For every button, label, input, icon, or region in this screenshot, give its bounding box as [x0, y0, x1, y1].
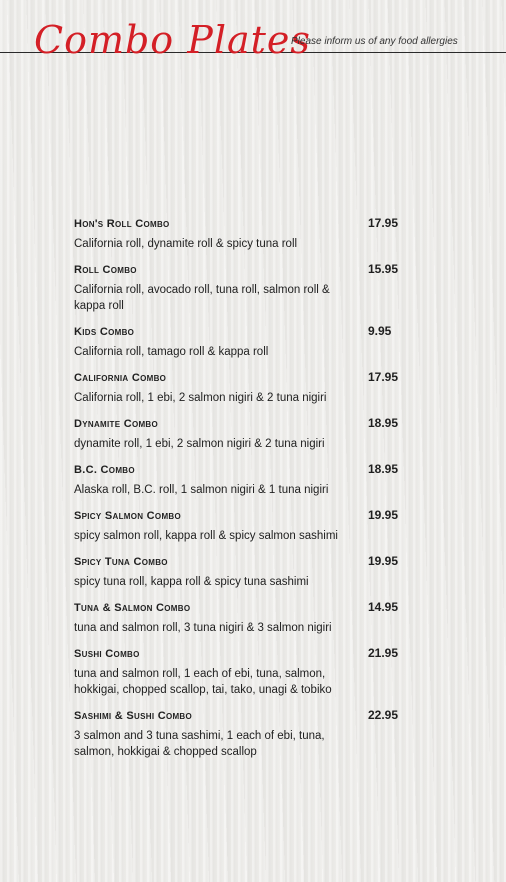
- item-price: 19.95: [368, 554, 399, 568]
- menu-item: [74, 600, 404, 636]
- item-name: Spicy Tuna Combo: [74, 556, 168, 568]
- combo-menu-list: [74, 216, 404, 770]
- item-name: B.C. Combo: [74, 464, 135, 476]
- menu-item: [74, 216, 404, 252]
- menu-item: [74, 554, 404, 590]
- item-price: 21.95: [368, 646, 399, 660]
- item-description: Alaska roll, B.C. roll, 1 salmon nigiri & 1 tuna nigiri: [74, 484, 329, 496]
- item-description: tuna and salmon roll, 3 tuna nigiri & 3 salmon nigiri: [74, 622, 332, 634]
- item-name: Roll Combo: [74, 264, 137, 276]
- item-name: California Combo: [74, 372, 167, 384]
- item-description: California roll, avocado roll, tuna roll, salmon roll & kappa roll: [74, 284, 330, 312]
- item-description: tuna and salmon roll, 1 each of ebi, tuna, salmon, hokkigai, chopped scallop, tai, tako, unagi & tobiko: [74, 668, 332, 696]
- item-name: Hon's Roll Combo: [74, 218, 170, 230]
- item-price: 17.95: [368, 216, 399, 230]
- item-price: 9.95: [368, 324, 392, 338]
- item-description: California roll, 1 ebi, 2 salmon nigiri & 2 tuna nigiri: [74, 392, 327, 404]
- item-description: spicy tuna roll, kappa roll & spicy tuna sashimi: [74, 576, 309, 588]
- menu-item: [74, 324, 404, 360]
- item-name: Dynamite Combo: [74, 418, 159, 430]
- item-description: dynamite roll, 1 ebi, 2 salmon nigiri & 2 tuna nigiri: [74, 438, 325, 450]
- item-price: 14.95: [368, 600, 399, 614]
- item-price: 22.95: [368, 708, 399, 722]
- menu-item: [74, 708, 404, 760]
- menu-item: [74, 262, 404, 314]
- item-price: 17.95: [368, 370, 399, 384]
- menu-item: [74, 646, 404, 698]
- item-price: 18.95: [368, 416, 399, 430]
- item-name: Sushi Combo: [74, 648, 140, 660]
- item-description: 3 salmon and 3 tuna sashimi, 1 each of ebi, tuna, salmon, hokkigai & chopped scallop: [74, 730, 325, 758]
- item-name: Kids Combo: [74, 326, 135, 338]
- item-description: spicy salmon roll, kappa roll & spicy salmon sashimi: [74, 530, 338, 542]
- menu-item: [74, 508, 404, 544]
- page-title: Combo Plates: [34, 18, 311, 62]
- item-price: 15.95: [368, 262, 399, 276]
- menu-item: [74, 462, 404, 498]
- allergy-notice: Please inform us of any food allergies: [291, 36, 458, 47]
- item-description: California roll, tamago roll & kappa roll: [74, 346, 269, 358]
- item-name: Tuna & Salmon Combo: [74, 602, 191, 614]
- item-description: California roll, dynamite roll & spicy tuna roll: [74, 238, 298, 250]
- menu-header: [0, 0, 506, 70]
- item-price: 19.95: [368, 508, 399, 522]
- menu-item: [74, 416, 404, 452]
- item-name: Sashimi & Sushi Combo: [74, 710, 193, 722]
- item-name: Spicy Salmon Combo: [74, 510, 182, 522]
- item-price: 18.95: [368, 462, 399, 476]
- menu-item: [74, 370, 404, 406]
